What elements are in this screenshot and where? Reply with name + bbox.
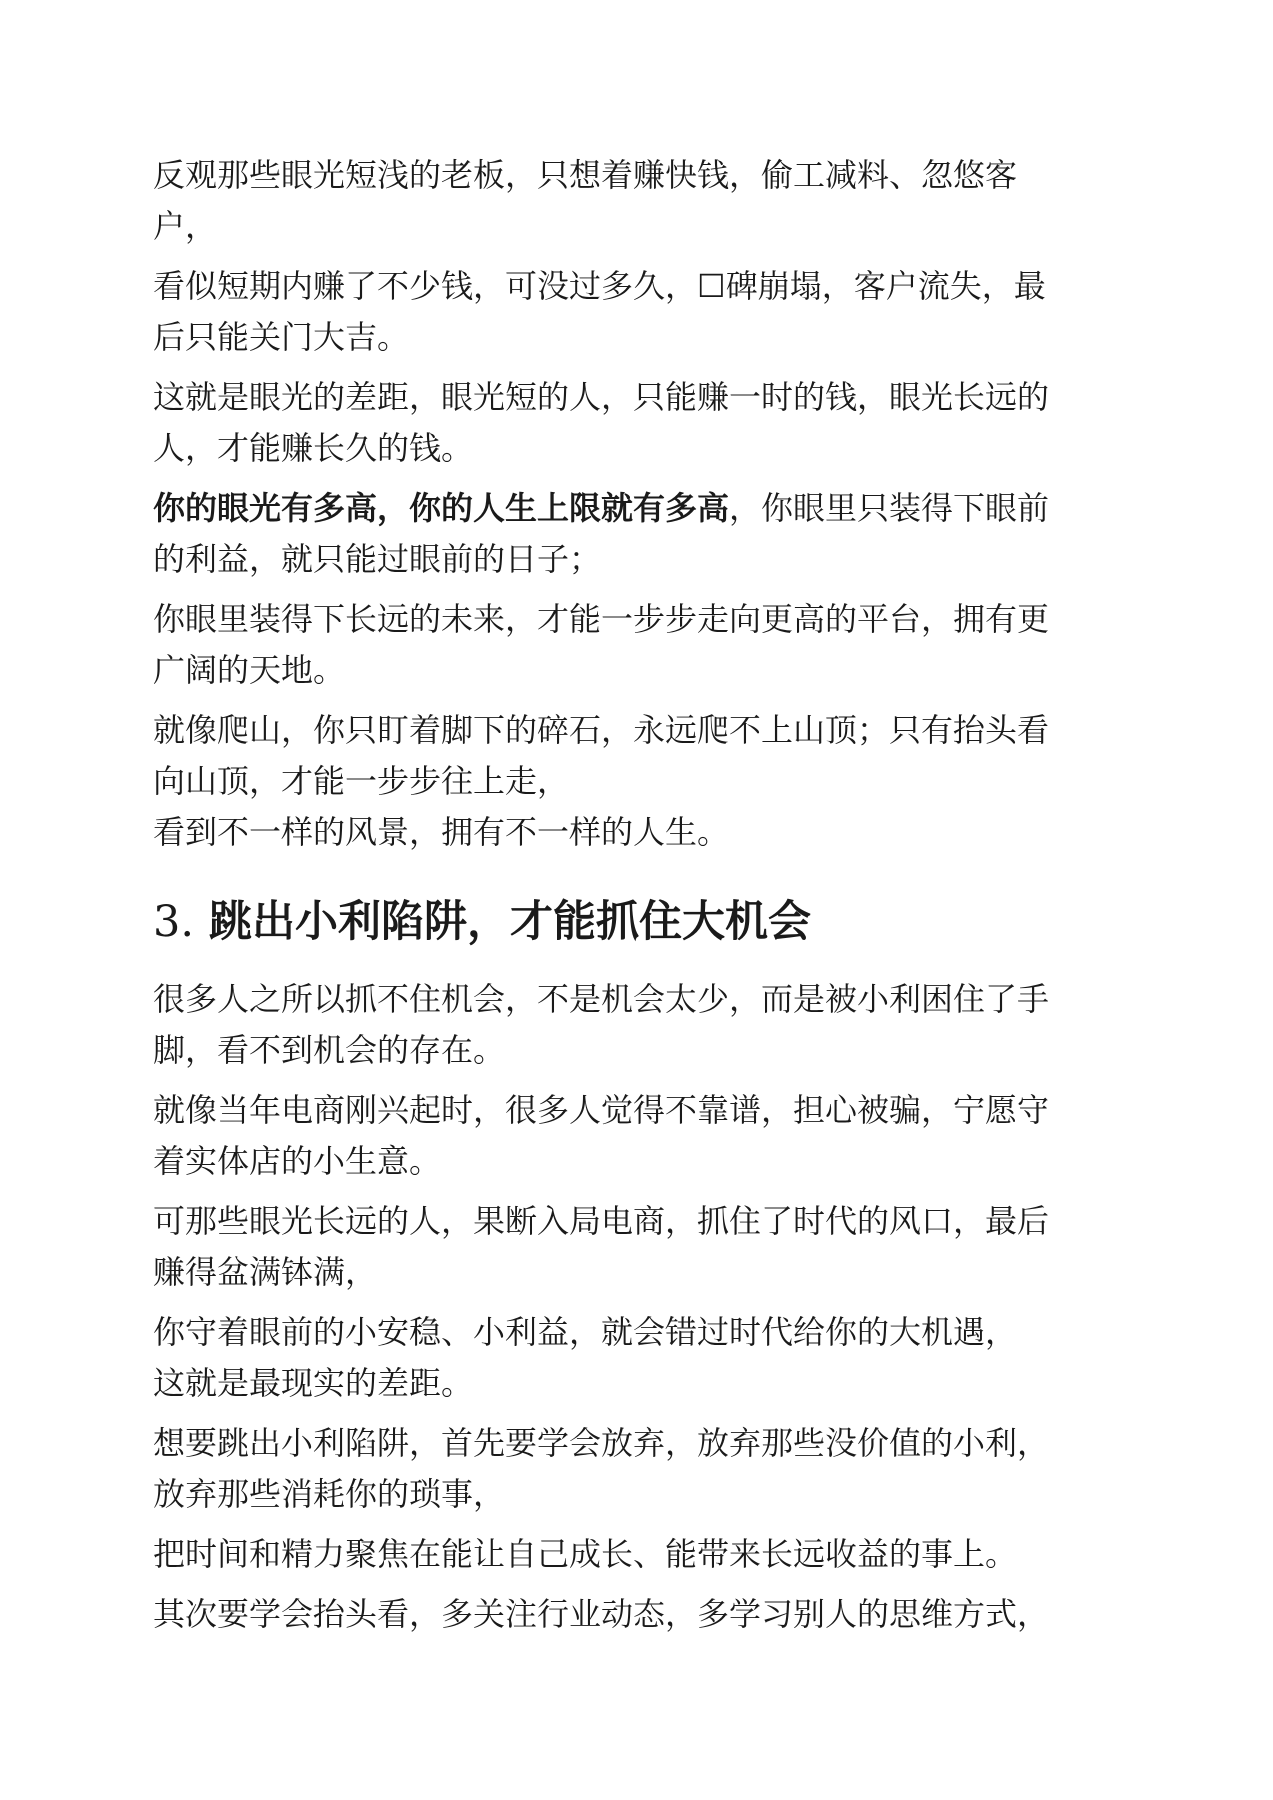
paragraph: 看似短期内赚了不少钱，可没过多久，☐碑崩塌，客户流失，最 后只能关门大吉。 <box>153 267 1046 356</box>
emphasis-text: 你的眼光有多高，你的人生上限就有多高 <box>153 489 730 527</box>
paragraph: 就像爬山，你只盯着脚下的碎石，永远爬不上山顶；只有抬头看 向山顶，才能一步步往上走， <box>153 711 1050 800</box>
paragraph: 想要跳出小利陷阱，首先要学会放弃，放弃那些没价值的小利， 放弃那些消耗你的琐事， <box>153 1424 1050 1513</box>
section-heading <box>153 892 1128 952</box>
section-number: 3. <box>153 897 195 947</box>
paragraph: 这就是眼光的差距，眼光短的人，只能赚一时的钱，眼光长远的 人，才能赚长久的钱。 <box>153 378 1050 467</box>
paragraph: 就像当年电商刚兴起时，很多人觉得不靠谱，担心被骗，宁愿守 着实体店的小生意。 <box>153 1091 1050 1180</box>
section-title: 跳出小利陷阱，才能抓住大机会 <box>209 897 812 947</box>
paragraph: 可那些眼光长远的人，果断入局电商，抓住了时代的风口，最后 赚得盆满钵满， <box>153 1202 1050 1291</box>
paragraph: 很多人之所以抓不住机会，不是机会太少，而是被小利困住了手 脚，看不到机会的存在。 <box>153 980 1050 1069</box>
emphasis-paragraph <box>153 483 1128 585</box>
paragraph: 反观那些眼光短浅的老板，只想着赚快钱，偷工减料、忽悠客 户， <box>153 156 1018 245</box>
paragraph: 其次要学会抬头看，多关注行业动态，多学习别人的思维方式， <box>153 1595 1050 1633</box>
paragraph: 把时间和精力聚焦在能让自己成长、能带来长远收益的事上。 <box>153 1535 1018 1573</box>
paragraph: 你守着眼前的小安稳、小利益，就会错过时代给你的大机遇， 这就是最现实的差距。 <box>153 1313 1018 1402</box>
paragraph: 你眼里装得下长远的未来，才能一步步走向更高的平台，拥有更 广阔的天地。 <box>153 600 1050 689</box>
paragraph: 看到不一样的风景，拥有不一样的人生。 <box>153 813 730 851</box>
document-page <box>153 150 1128 1649</box>
emphasis-rest-text: ，你眼里只装得下眼前 的利益，就只能过眼前的日子； <box>153 489 1050 578</box>
